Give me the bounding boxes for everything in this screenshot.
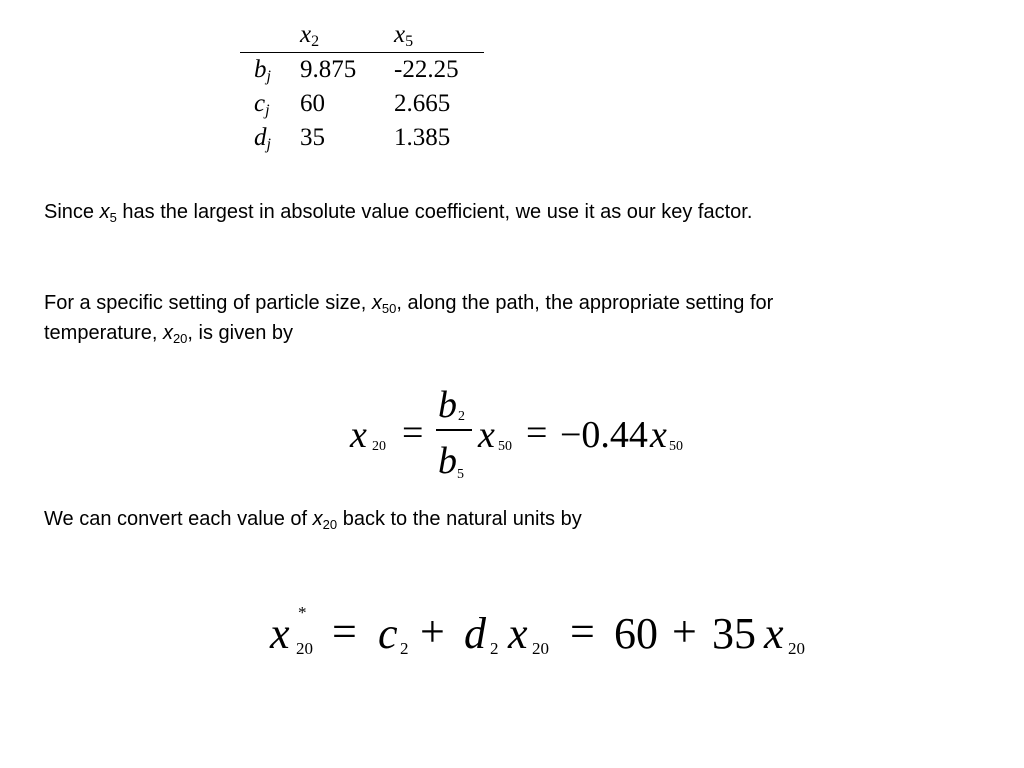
fraction-bar: [436, 429, 472, 431]
row-label-base: d: [254, 124, 267, 151]
path-setting-paragraph: [44, 288, 773, 348]
header-var-base: x: [300, 21, 312, 48]
paragraph-text: has the largest in absolute value coefficient, we use it as our key factor.: [116, 201, 753, 223]
plus-sign: +: [420, 607, 445, 656]
coefficient-value: 35: [712, 609, 756, 658]
table-cell: 1.385: [394, 124, 451, 151]
natural-units-equation: [270, 596, 830, 676]
table-cell: 9.875: [300, 56, 357, 83]
variable-sub: 50: [381, 301, 397, 316]
equation-subscript: 50: [669, 439, 683, 454]
header-var-base: x: [394, 21, 406, 48]
equation-subscript: 20: [372, 439, 386, 454]
numerator-variable: b: [438, 384, 457, 426]
denominator-subscript: 5: [457, 467, 464, 482]
row-label: [254, 53, 271, 87]
table-header-x5: [394, 18, 413, 52]
equation-superscript: *: [298, 603, 307, 622]
row-label: [254, 121, 271, 155]
paragraph-line-2: [44, 318, 773, 348]
equation-variable: x: [650, 414, 667, 456]
equation-variable: x: [478, 414, 495, 456]
table-header-row: [240, 20, 484, 53]
equation-variable: d: [464, 609, 486, 658]
equation-subscript: 20: [532, 639, 549, 658]
equals-sign: =: [332, 607, 357, 656]
variable-base: x: [162, 322, 173, 344]
header-var-sub: 5: [405, 33, 414, 50]
constant-value: 60: [614, 609, 658, 658]
row-label-base: c: [254, 90, 266, 117]
table-cell: 2.665: [394, 90, 451, 117]
equation-variable: c: [378, 609, 398, 658]
row-label-sub: j: [266, 68, 271, 85]
key-factor-paragraph: [44, 197, 752, 227]
table-cell: 35: [300, 124, 325, 151]
table-row: [240, 87, 484, 121]
equals-sign: =: [402, 412, 424, 454]
equation-subscript: 2: [400, 639, 409, 658]
row-label-sub: j: [266, 136, 271, 153]
equals-sign: =: [570, 607, 595, 656]
equation-variable: x: [350, 414, 367, 456]
equation-subscript: 20: [296, 639, 313, 658]
equation-variable: x: [764, 609, 784, 658]
row-label-sub: j: [265, 102, 270, 119]
equation-subscript: 20: [788, 639, 805, 658]
equation-variable: x: [270, 609, 290, 658]
variable-sub: 20: [172, 331, 188, 346]
variable-base: x: [99, 201, 110, 223]
paragraph-text: , is given by: [187, 322, 294, 344]
equation-variable: x: [508, 609, 528, 658]
table-cell: 60: [300, 90, 325, 117]
equation-subscript: 2: [490, 639, 499, 658]
denominator-variable: b: [438, 440, 457, 482]
table-row: [240, 53, 484, 87]
row-label: [254, 87, 270, 121]
row-label-base: b: [254, 56, 267, 83]
table-cell: -22.25: [394, 56, 459, 83]
path-equation: [350, 384, 710, 488]
paragraph-text: For a specific setting of particle size,: [44, 292, 372, 314]
table-header-x2: [300, 18, 319, 52]
variable-base: x: [371, 292, 382, 314]
paragraph-text: back to the natural units by: [337, 508, 582, 530]
table-row: [240, 121, 484, 155]
paragraph-text: Since: [44, 201, 100, 223]
paragraph-text: We can convert each value of: [44, 508, 313, 530]
convert-units-paragraph: [44, 504, 582, 534]
paragraph-line-1: [44, 288, 773, 318]
variable-base: x: [312, 508, 323, 530]
variable-sub: 5: [109, 210, 117, 225]
paragraph-text: , along the path, the appropriate setting for: [396, 292, 774, 314]
coefficient-value: −0.44: [560, 414, 648, 456]
equation-subscript: 50: [498, 439, 512, 454]
variable-sub: 20: [322, 517, 338, 532]
equals-sign: =: [526, 412, 548, 454]
paragraph-text: temperature,: [44, 322, 163, 344]
coefficient-table: [240, 20, 484, 155]
numerator-subscript: 2: [458, 409, 465, 424]
header-var-sub: 2: [311, 33, 320, 50]
plus-sign: +: [672, 607, 697, 656]
